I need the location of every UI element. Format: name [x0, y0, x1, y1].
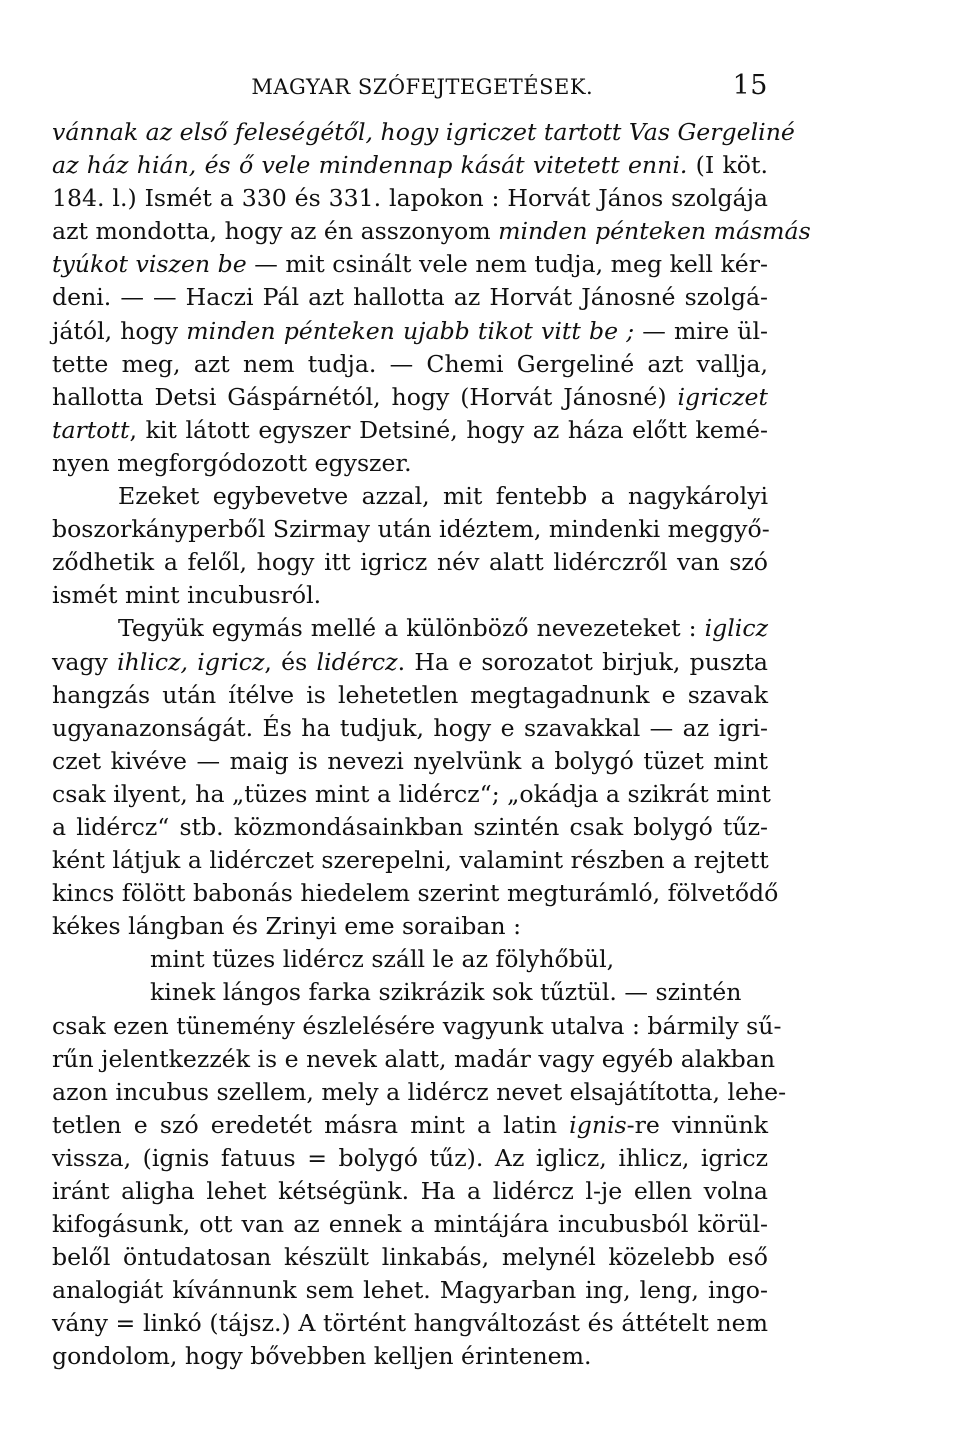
book-page: [52, 70, 811, 1374]
body-text-bottom: [52, 1010, 787, 1374]
text-line: analogiát kívánnunk sem lehet. Magyarban ing, leng, ingo-: [52, 1276, 768, 1305]
text-line: iránt aligha lehet kétségünk. Ha a lidércz l-je ellen volna: [52, 1177, 768, 1205]
text-line: Ezeket egybevetve azzal, mit fentebb a nagykárolyi: [118, 482, 768, 511]
verse-quote: [52, 943, 768, 1009]
text-line: czet kivéve — maig is nevezi nyelvünk a bolygó tüzet mint: [52, 746, 768, 775]
text-line: csak ilyent, ha „tüzes mint a lidércz“; „okádja a szikrát mint: [52, 779, 771, 808]
text-line: ugyanazonságát. És ha tudjuk, hogy e szavakkal — az igri-: [52, 713, 768, 742]
text-line: ződhetik a felől, hogy itt igricz név alatt lidérczről van szó: [52, 548, 768, 577]
running-header: [52, 70, 768, 116]
text-line: 184. l.) Ismét a 330 és 331. lapokon : Horvát János szolgája: [52, 184, 768, 213]
text-line: nyen megforgódozott egyszer.: [52, 448, 412, 477]
text-line: belől öntudatosan készült linkabás, melynél közelebb eső: [52, 1243, 768, 1272]
text-line: kékes lángban és Zrinyi eme soraiban :: [52, 912, 522, 941]
text-line: hangzás után ítélve is lehetetlen megtagadnunk e szavak: [52, 680, 768, 709]
text-line: ismét mint incubusról.: [52, 581, 322, 610]
verse-line: mint tüzes lidércz száll le az fölyhőbül,: [150, 945, 615, 974]
text-line: azt mondotta, hogy az én asszonyom minden pénteken másmás: [52, 217, 811, 246]
text-line: boszorkányperből Szirmay után idéztem, mindenki meggyő-: [52, 515, 770, 544]
text-line: csak ezen tünemény észlelésére vagyunk utalva : bármily sű-: [52, 1011, 782, 1040]
text-line: az ház hián, és ő vele mindennap kását vitetett enni. (I köt.: [52, 151, 768, 180]
text-line: Tegyük egymás mellé a különböző nevezeteket : iglicz: [118, 614, 768, 643]
text-line: hallotta Detsi Gáspárnétól, hogy (Horvát Jánosné) igriczet: [52, 382, 768, 411]
text-line: tetlen e szó eredetét másra mint a latin ignis-re vinnünk: [52, 1110, 768, 1139]
text-line: a lidércz“ stb. közmondásainkban szintén csak bolygó tűz-: [52, 812, 768, 841]
text-line: tette meg, azt nem tudja. — Chemi Gergeliné azt vallja,: [52, 349, 768, 378]
text-line: jától, hogy minden pénteken ujabb tikot vitt be ; — mire ül-: [52, 316, 769, 345]
text-line: vány = linkó (tájsz.) A történt hangváltozást és áttételt nem: [52, 1309, 768, 1338]
page-number: 15: [732, 70, 768, 101]
text-line: tyúkot viszen be — mit csinált vele nem tudja, meg kell kér-: [52, 250, 768, 279]
text-line: rűn jelentkezzék is e nevek alatt, madár vagy egyéb alakban: [52, 1044, 776, 1073]
verse-line: kinek lángos farka szikrázik sok tűztül. — szintén: [150, 978, 742, 1007]
text-line: ként látjuk a lidérczet szerepelni, valamint részben a rejtett: [52, 846, 769, 875]
text-line: azon incubus szellem, mely a lidércz nevet elsajátította, lehe-: [52, 1077, 787, 1106]
body-text-top: [52, 116, 811, 943]
running-title: MAGYAR SZÓFEJTEGETÉSEK.: [251, 75, 594, 99]
text-line: vánnak az első feleségétől, hogy igriczet tartott Vas Gergeliné: [52, 118, 795, 146]
text-line: kincs fölött babonás hiedelem szerint megturámló, fölvetődő: [52, 879, 779, 908]
text-line: vissza, (ignis fatuus = bolygó tűz). Az iglicz, ihlicz, igricz: [52, 1143, 768, 1172]
text-line: kifogásunk, ott van az ennek a mintájára incubusból körül-: [52, 1210, 768, 1239]
text-line: vagy ihlicz, igricz, és lidércz. Ha e sorozatot birjuk, puszta: [52, 647, 768, 676]
text-line: gondolom, hogy bővebben kelljen érintenem.: [52, 1342, 592, 1371]
text-line: deni. — — Haczi Pál azt hallotta az Horvát Jánosné szolgá-: [52, 283, 768, 312]
text-line: tartott, kit látott egyszer Detsiné, hogy az háza előtt kemé-: [52, 415, 768, 444]
